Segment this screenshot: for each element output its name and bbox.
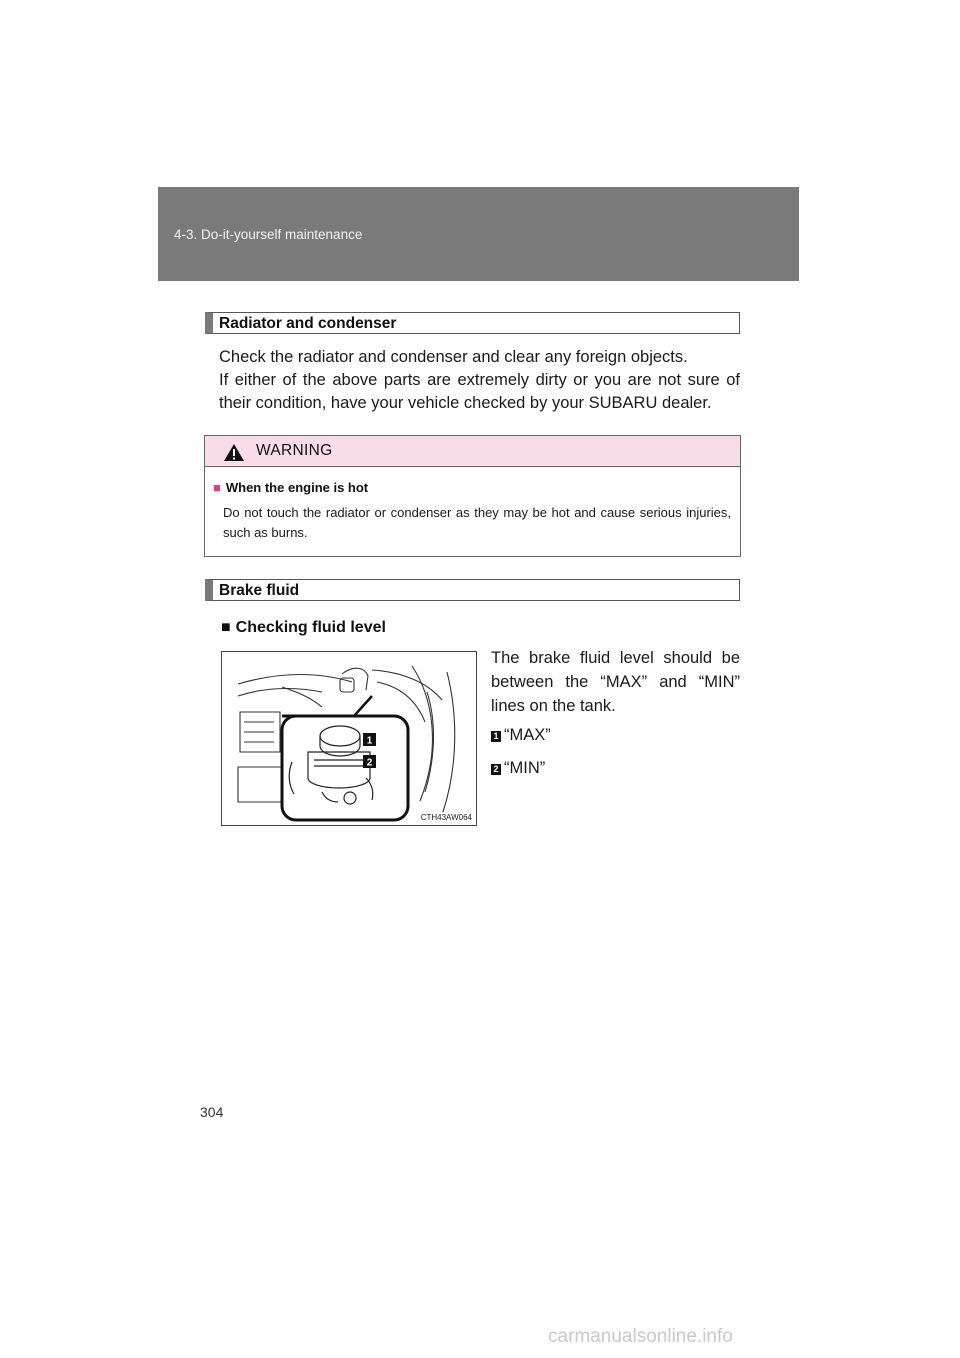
section-title-radiator	[205, 312, 740, 334]
brake-subtitle-text: Checking fluid level	[235, 619, 386, 636]
warning-header	[205, 436, 740, 467]
warning-body: Do not touch the radiator or condenser as they may be hot and cause serious injuries, such as burns.	[223, 505, 731, 540]
engine-bay-illustration	[222, 652, 476, 825]
item-label: “MAX”	[504, 726, 551, 744]
list-item-min	[491, 759, 545, 778]
warning-subtitle-text: When the engine is hot	[225, 480, 369, 495]
radiator-text	[219, 346, 740, 415]
svg-text:1: 1	[366, 735, 373, 747]
watermark: carmanualsonline.info	[548, 1326, 733, 1347]
radiator-line-1: Check the radiator and condenser and clear any foreign objects.	[219, 348, 688, 366]
list-item-max	[491, 726, 551, 745]
bullet-square-icon: ■	[213, 480, 221, 495]
warning-label: WARNING	[256, 442, 333, 459]
page-number: 304	[200, 1104, 224, 1120]
brake-reservoir-figure	[221, 651, 477, 826]
svg-text:2: 2	[366, 757, 373, 769]
brake-subtitle	[221, 619, 386, 637]
figure-code: CTH43AW064	[420, 813, 472, 822]
warning-icon	[223, 443, 245, 462]
number-badge: 1	[491, 731, 501, 742]
warning-box	[204, 435, 741, 557]
brake-description	[491, 646, 740, 718]
section-title-brake	[205, 579, 740, 601]
section-title-text: Brake fluid	[219, 582, 300, 599]
warning-subtitle	[213, 480, 368, 495]
item-label: “MIN”	[504, 759, 546, 777]
header-band	[158, 187, 799, 281]
bullet-square-icon: ■	[221, 619, 231, 636]
section-title-text: Radiator and condenser	[219, 315, 397, 332]
radiator-line-2: If either of the above parts are extremely dirty or you are not sure of their condition, have your vehicle checked by your SUBARU dealer.	[219, 371, 740, 412]
brake-description-text: The brake fluid level should be between the “MAX” and “MIN” lines on the tank.	[491, 649, 740, 715]
section-breadcrumb: 4-3. Do-it-yourself maintenance	[174, 227, 363, 242]
number-badge: 2	[491, 764, 501, 775]
